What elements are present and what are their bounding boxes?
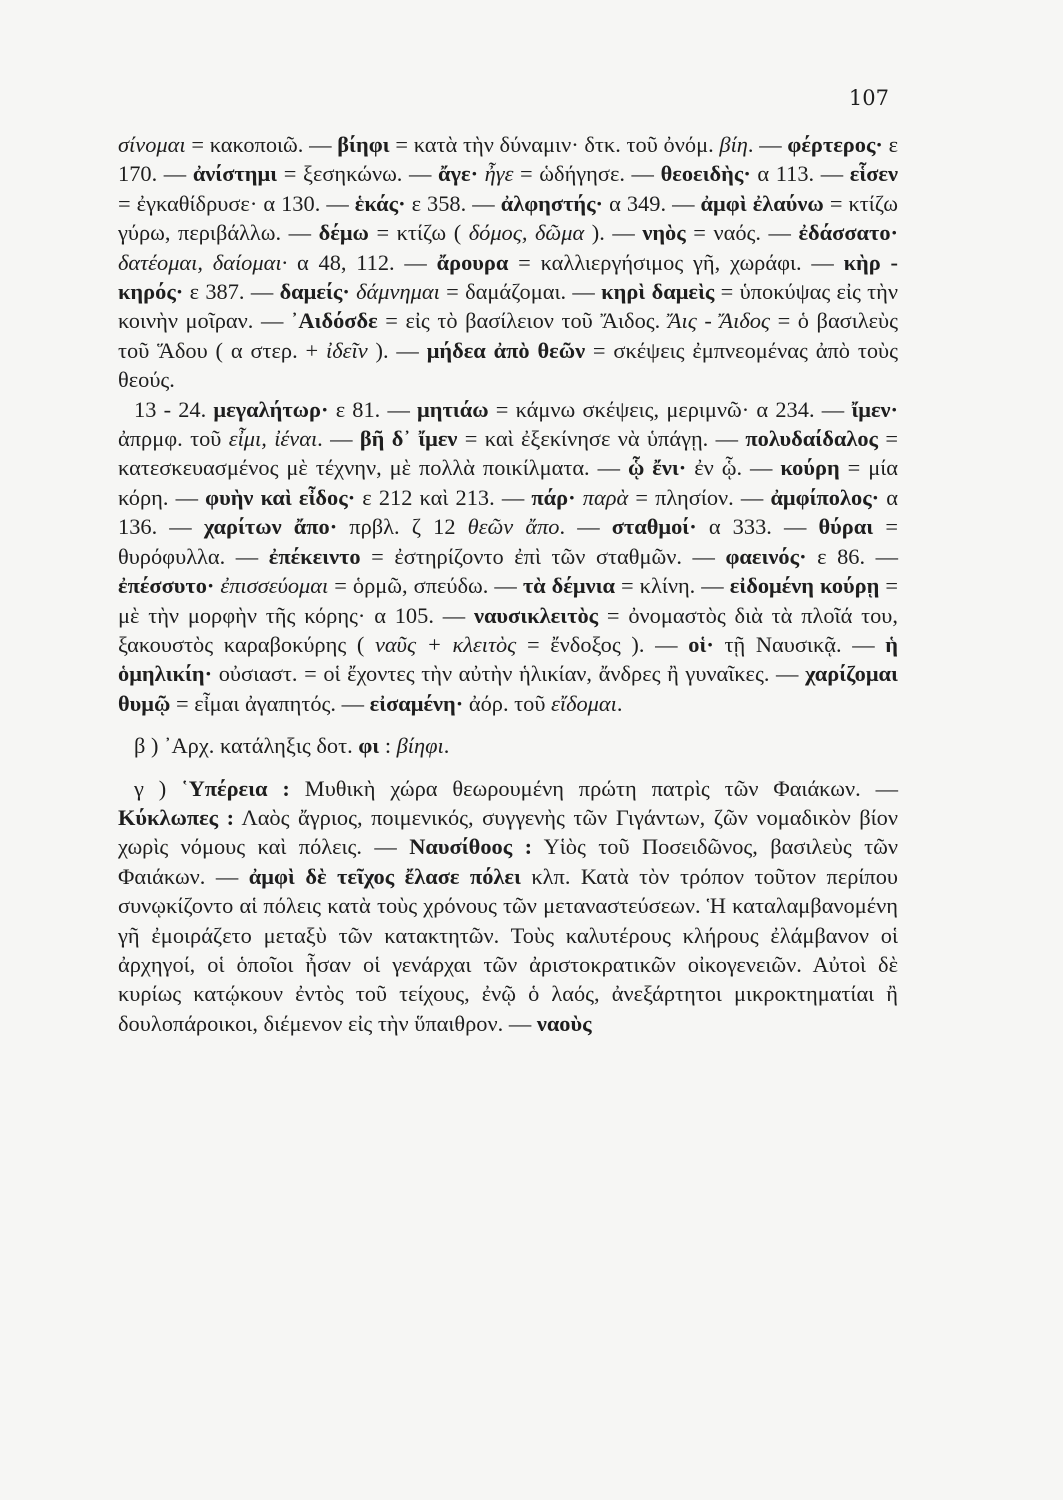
- gloss-text: = κατεσκευασμένος μὲ τέχνην, μὲ πολλὰ ποικίλματα. —: [118, 426, 898, 481]
- lemma: ἐπέκειντο: [268, 543, 361, 569]
- lemma: ἴμεν·: [851, 396, 898, 422]
- gloss-text: = κλίνη. —: [615, 573, 730, 599]
- gloss-text: = ὀνομαστὸς διὰ τὰ πλοῖά του, ξακουστὸς καραβοκύρης (: [118, 602, 898, 657]
- gloss-text: :: [379, 733, 397, 759]
- lemma: οἱ·: [688, 631, 714, 657]
- lemma: ἑκάς·: [354, 190, 406, 216]
- gloss-text: = κακοποιῶ. —: [185, 132, 338, 157]
- gloss-text: = ὁρμῶ, σπεύδω. —: [328, 573, 523, 599]
- gloss-text: α 48, 112. —: [287, 249, 437, 275]
- lemma: φαεινός·: [725, 543, 807, 569]
- gloss-text: = ἔνδοξος ). —: [516, 631, 689, 657]
- lemma: εἷσεν: [849, 161, 898, 187]
- lemma: πάρ·: [531, 484, 576, 510]
- italic-word: βίη: [719, 132, 748, 157]
- gloss-text: = ξεσηκώνω. —: [277, 161, 439, 187]
- gloss-text: τῇ Ναυσικᾷ. —: [713, 631, 886, 657]
- paragraph-notes-13-24: [118, 395, 898, 718]
- lemma: ᾧ ἔνι·: [627, 455, 687, 481]
- gloss-text: β ) ᾿Αρχ. κατάληξις δοτ.: [134, 733, 359, 759]
- gloss-text: = ὑποκύψας εἰς τὴν κοινὴν μοῖραν. —: [118, 279, 898, 334]
- lemma: Κύκλωπες :: [118, 804, 235, 830]
- gloss-text: .: [616, 690, 623, 716]
- gloss-text: = εἶμαι ἀγαπητός. —: [170, 690, 370, 716]
- lemma: Ναυσίθοος :: [409, 834, 533, 860]
- gloss-text: ε 358. —: [405, 190, 501, 216]
- italic-word: Ἄις - Ἄιδος: [667, 308, 771, 334]
- gloss-text: α 333. —: [696, 514, 819, 540]
- gloss-text: = πλησίον. —: [628, 484, 771, 510]
- lemma: ἄγε·: [438, 161, 479, 187]
- lemma: εἰσαμένη·: [369, 690, 464, 716]
- italic-word: ἦγε: [478, 161, 514, 187]
- gloss-text: 13 - 24.: [134, 396, 214, 422]
- section-gamma: [118, 774, 898, 1039]
- lemma: φι: [358, 733, 380, 759]
- gloss-text: Μυθικὴ χώρα θεωρουμένη πρώτη πατρὶς τῶν Φαιάκων. —: [289, 775, 898, 801]
- italic-word: βίηφι: [396, 733, 444, 759]
- gloss-text: γ ): [134, 775, 182, 801]
- gloss-text: Υἱὸς τοῦ Ποσειδῶνος, βασιλεὺς τῶν Φαιάκων. —: [118, 834, 898, 889]
- gloss-text: = κάμνω σκέψεις, μεριμνῶ· α 234. —: [488, 396, 852, 422]
- gloss-text: = καλλιεργήσιμος γῆ, χωράφι. —: [508, 249, 844, 275]
- commentary-text: [118, 130, 898, 1038]
- lemma: ἐδάσσατο·: [798, 220, 899, 246]
- lemma: κηρὶ δαμεὶς: [601, 279, 715, 305]
- lemma: θεοειδὴς·: [660, 161, 751, 187]
- lemma: εἰδομένη κούρῃ: [729, 573, 880, 599]
- gloss-text: α 113. —: [750, 161, 850, 187]
- lemma: ναοὺς: [536, 1010, 592, 1036]
- italic-word: δόμος, δῶμα: [468, 220, 585, 246]
- gloss-text: = μὲ τὴν μορφὴν τῆς κόρης· α 105. —: [118, 573, 898, 628]
- lemma: σταθμοί·: [611, 514, 697, 540]
- lemma: ναυσικλειτὸς: [473, 602, 599, 628]
- gloss-text: ἀπρμφ. τοῦ: [118, 426, 229, 452]
- italic-word: εἶμι, ἰέναι: [228, 426, 318, 452]
- gloss-text: = δαμάζομαι. —: [439, 279, 602, 305]
- gloss-text: ). —: [584, 220, 643, 246]
- italic-word: ἰδεῖν: [326, 337, 368, 363]
- lemma: ῾Υπέρεια :: [181, 775, 290, 801]
- lemma: μητιάω: [417, 396, 489, 422]
- lemma: ἐπέσσυτο·: [118, 573, 215, 599]
- gloss-text: . —: [317, 426, 360, 452]
- gloss-text: = μία κόρη. —: [118, 455, 898, 510]
- lemma: ἀμφὶ δὲ τεῖχος ἔλασε πόλει: [248, 863, 521, 889]
- gloss-text: = σκέψεις ἐμπνεομένας ἀπὸ τοὺς θεούς.: [118, 337, 898, 393]
- gloss-text: οὐσιαστ. = οἱ ἔχοντες τὴν αὐτὴν ἡλικίαν, ἄνδρες ἢ γυναῖκες. —: [212, 661, 806, 687]
- gloss-text: = ἐγκαθίδρυσε· α 130. —: [118, 190, 355, 216]
- lemma: ἄρουρα: [436, 249, 509, 275]
- lemma: ᾿Αιδόσδε: [290, 308, 378, 334]
- gloss-text: Λαὸς ἄγριος, ποιμενικός, συγγενὴς τῶν Γιγάντων, ζῶν νομαδικὸν βίον χωρὶς νόμους καὶ πόλεις. —: [118, 804, 898, 860]
- gloss-text: ἀόρ. τοῦ: [463, 690, 552, 716]
- gloss-text: κλπ. Κατὰ τὸν τρόπον τοῦτον περίπου συνῳκίζοντο αἱ πόλεις κατὰ τοὺς χρόνους τῶν μεταναστεύσεων. Ἡ καταλαμβανομένη γῆ ἐμοιράζετο μεταξὺ τῶν κατακτητῶν. Τοὺς καλυτέρους κλήρους ἐλάμβανον οἱ ἀρχηγοί, οἱ ὁποῖοι ἦσαν οἱ γενάρχαι τῶν ἀριστοκρατικῶν οἰκογενειῶν. Αὐτοὶ δὲ κυρίως κατῴκουν ἐντὸς τοῦ τείχους, ἐνῷ ὁ λαός, ἀνεξάρτητοι μικροκτηματίαι ἢ δουλοπάροικοι, διέμενον εἰς τὴν ὕπαιθρον. —: [118, 863, 898, 1036]
- lemma: ἀμφίπολος·: [770, 484, 880, 510]
- gloss-text: πρβλ. ζ 12: [337, 514, 468, 540]
- lemma: βῆ δ᾿ ἴμεν: [359, 426, 458, 452]
- lemma: φυὴν καὶ εἶδος·: [205, 484, 356, 510]
- gloss-text: α 136. —: [118, 484, 898, 540]
- gloss-text: = θυρόφυλλα. —: [118, 514, 898, 569]
- italic-word: δάμνημαι: [349, 279, 440, 305]
- paragraph-notes-1: [118, 130, 898, 395]
- lemma: κὴρ - κηρός·: [118, 249, 898, 305]
- gloss-text: = ναός. —: [685, 220, 799, 246]
- gloss-text: = καὶ ἐξεκίνησε νὰ ὑπάγῃ. —: [457, 426, 746, 452]
- lemma: κούρη: [780, 455, 840, 481]
- gloss-text: ἐν ᾧ. —: [686, 455, 781, 481]
- gloss-text: ε 81. —: [328, 396, 418, 422]
- lemma: χαρίζομαι θυμῷ: [118, 661, 898, 716]
- lemma: δέμω: [318, 220, 369, 246]
- gloss-text: .: [443, 733, 450, 759]
- italic-word: ναῦς + κλειτὸς: [374, 631, 517, 657]
- section-beta: [118, 731, 898, 760]
- gloss-text: ε 212 καὶ 213. —: [355, 484, 532, 510]
- lemma: θύραι: [818, 514, 874, 540]
- lemma: δαμείς·: [279, 279, 350, 305]
- lemma: βίηφι: [337, 132, 390, 157]
- gloss-text: ε 86. —: [806, 543, 899, 569]
- lemma: ἡ ὁμηλικίη·: [118, 631, 899, 687]
- gloss-text: ). —: [367, 337, 427, 363]
- gloss-text: = κτίζω (: [368, 220, 469, 246]
- italic-word: εἴδομαι: [551, 690, 617, 716]
- italic-word: σίνομαι: [118, 132, 186, 157]
- lemma: ἀμφὶ ἐλαύνω: [700, 190, 824, 216]
- lemma: μήδεα ἀπὸ θεῶν: [426, 337, 586, 363]
- italic-word: δατέομαι, δαίομαι·: [118, 249, 288, 275]
- lemma: πολυδαίδαλος: [745, 426, 878, 452]
- page-number: 107: [848, 86, 889, 110]
- gloss-text: = ὡδήγησε. —: [513, 161, 661, 187]
- italic-word: θεῶν ἄπο: [467, 514, 560, 540]
- lemma: τὰ δέμνια: [522, 573, 616, 599]
- gloss-text: α 349. —: [603, 190, 701, 216]
- gloss-text: = ὁ βασιλεὺς τοῦ Ἅδου ( α στερ. +: [118, 308, 898, 363]
- gloss-text: . —: [559, 514, 612, 540]
- lemma: ἀνίστημι: [192, 161, 278, 187]
- gloss-text: ε 170. —: [118, 132, 899, 187]
- lemma: φέρτερος·: [787, 132, 883, 157]
- gloss-text: = κατὰ τὴν δύναμιν· δτκ. τοῦ ὀνόμ.: [389, 132, 720, 157]
- lemma: νηὸς: [642, 220, 686, 246]
- gloss-text: ε 387. —: [183, 279, 280, 305]
- italic-word: παρὰ: [575, 484, 629, 510]
- lemma: ἀλφηστής·: [500, 190, 604, 216]
- gloss-text: = κτίζω γύρω, περιβάλλω. —: [118, 190, 898, 246]
- gloss-text: = ἐστηρίζοντο ἐπὶ τῶν σταθμῶν. —: [360, 543, 726, 569]
- gloss-text: = εἰς τὸ βασίλειον τοῦ Ἄιδος.: [377, 308, 668, 334]
- gloss-text: . —: [747, 132, 788, 157]
- italic-word: ἐπισσεύομαι: [214, 573, 329, 599]
- lemma: μεγαλήτωρ·: [213, 396, 329, 422]
- lemma: χαρίτων ἄπο·: [203, 514, 338, 540]
